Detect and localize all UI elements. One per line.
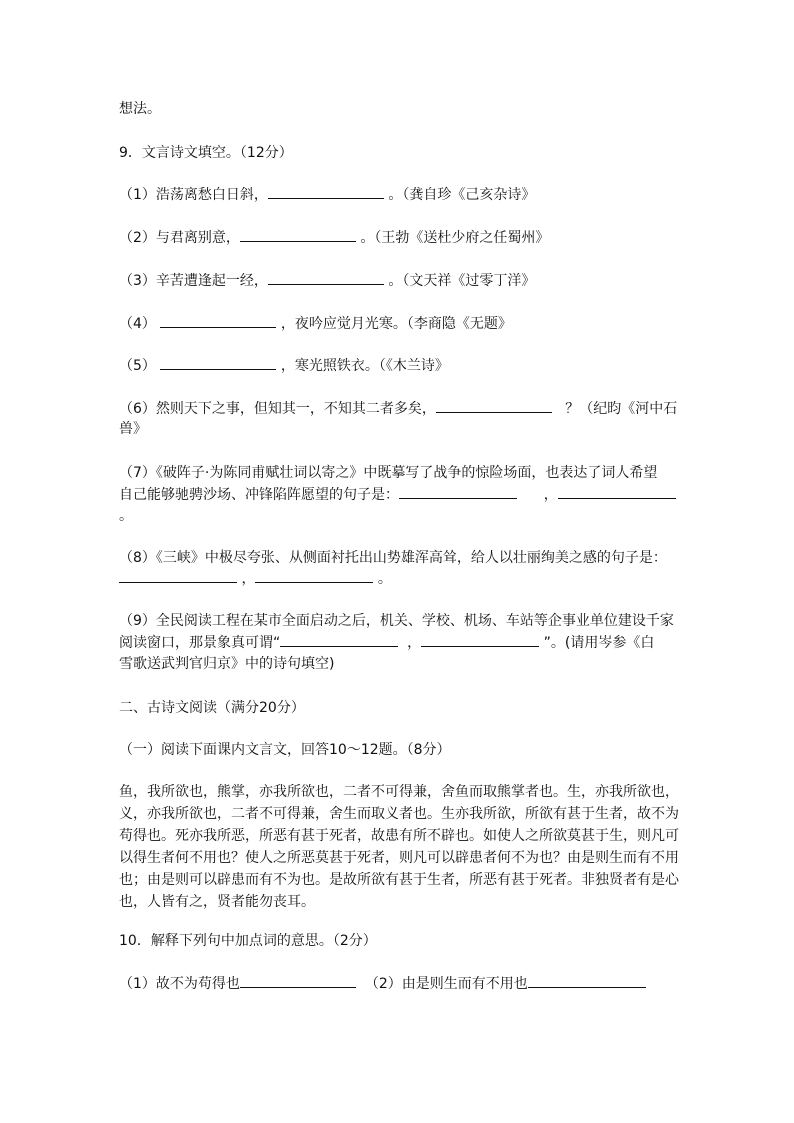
q9-item-8: （8）《三峡》中极尽夸张、从侧面衬托出山势雄浑高耸，给人以壮丽绚美之感的句子是：	[119, 550, 667, 566]
q9-item-7-end: 。	[119, 508, 133, 524]
section2-subheading: （一）阅读下面课内文言文，回答10～12题。（8分）	[119, 742, 451, 758]
intro-line: 想法。	[119, 101, 161, 117]
q9-item-9-cont: 阅读窗口，那景象真可谓“ ， ”。(请用岑参《白	[119, 632, 654, 654]
q9-heading: 9．文言诗文填空。（12分）	[119, 145, 293, 161]
answer-blank[interactable]	[255, 568, 373, 583]
q9-item-3: （3）辛苦遭逢起一经， 。（文天祥《过零丁洋》	[119, 270, 535, 292]
q9-item-5: （5） ，寒光照铁衣。（《木兰诗》	[119, 355, 449, 377]
q10-items: （1）故不为苟得也 （2）由是则生而有不用也	[119, 973, 646, 995]
answer-blank[interactable]	[240, 227, 356, 242]
answer-blank[interactable]	[119, 568, 237, 583]
answer-blank[interactable]	[268, 184, 384, 199]
answer-blank[interactable]	[558, 484, 676, 499]
q9-item-1: （1）浩荡离愁白日斜， 。（龚自珍《己亥杂诗》	[119, 184, 535, 206]
q9-item-9: （9）全民阅读工程在某市全面启动之后，机关、学校、机场、车站等企事业单位建设千家	[119, 613, 674, 629]
classical-passage: 鱼，我所欲也，熊掌，亦我所欲也，二者不可得兼，舍鱼而取熊掌者也。生，亦我所欲也，义，亦我所欲也，二者不可得兼，舍生而取义者也。生亦我所欲，所欲有甚于生者，故不为苟得也。死亦我所恶，所恶有甚于死者，故患有所不辟也。如使人之所欲莫甚于生，则凡可以得生者何不用也？使人之所恶莫甚于死者，则凡可以辟患者何不为也？由是则生而有不用也；由是则可以辟患而有不为也。是故所欲有甚于生者，所恶有甚于死者。非独贤者有是心也，人皆有之，贤者能勿丧耳。	[119, 784, 679, 910]
answer-blank[interactable]	[421, 632, 539, 647]
answer-blank[interactable]	[280, 632, 398, 647]
q9-item-9-end: 雪歌送武判官归京》中的诗句填空)	[119, 656, 335, 672]
q10-heading: 10．解释下列句中加点词的意思。（2分）	[119, 933, 377, 949]
q9-item-6: （6）然则天下之事，但知其一，不知其二者多矣， ？（纪昀《河中石	[119, 398, 677, 420]
answer-blank[interactable]	[268, 270, 384, 285]
q9-item-6-cont: 兽》	[119, 421, 147, 437]
q9-item-7-cont: 自己能够驰骋沙场、冲锋陷阵愿望的句子是： ，	[119, 484, 676, 506]
section2-heading: 二、古诗文阅读（满分20分）	[119, 700, 305, 716]
q9-item-7: （7）《破阵子·为陈同甫赋壮词以寄之》中既摹写了战争的惊险场面，也表达了词人希望	[119, 465, 658, 481]
answer-blank[interactable]	[160, 355, 276, 370]
answer-blank[interactable]	[399, 484, 517, 499]
q9-item-2: （2）与君离别意， 。（王勃《送杜少府之任蜀州》	[119, 227, 549, 249]
q9-item-4: （4） ，夜吟应觉月光寒。（李商隐《无题》	[119, 313, 512, 335]
answer-blank[interactable]	[528, 973, 646, 988]
answer-blank[interactable]	[436, 398, 552, 413]
answer-blank[interactable]	[160, 313, 276, 328]
answer-blank[interactable]	[240, 973, 356, 988]
q9-item-8-cont: ， 。	[119, 568, 392, 590]
